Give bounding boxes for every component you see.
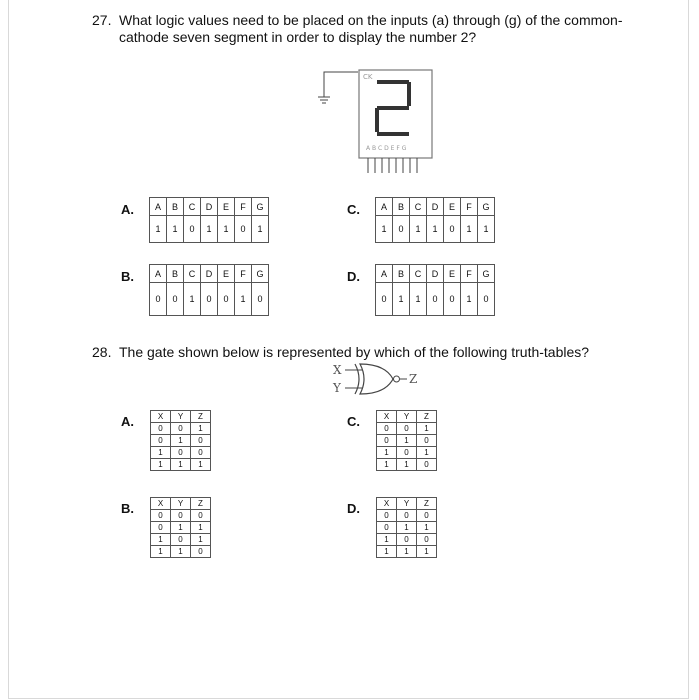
table-cell: 0 xyxy=(151,510,171,522)
table-cell: X xyxy=(151,498,171,510)
q27-option-a-letter[interactable]: A. xyxy=(121,202,134,217)
table-cell: 0 xyxy=(444,283,461,316)
table-cell: 0 xyxy=(377,510,397,522)
table-cell: Y xyxy=(171,498,191,510)
table-cell: 1 xyxy=(191,423,211,435)
q27-option-c-letter[interactable]: C. xyxy=(347,202,360,217)
table-cell: 0 xyxy=(191,435,211,447)
table-cell: 0 xyxy=(191,510,211,522)
segment-d xyxy=(377,132,409,136)
table-cell: 1 xyxy=(377,447,397,459)
table-cell: 1 xyxy=(191,459,211,471)
table-cell: E xyxy=(218,198,235,216)
table-cell: 0 xyxy=(377,423,397,435)
table-cell: 1 xyxy=(171,459,191,471)
table-cell: B xyxy=(167,265,184,283)
table-cell: 0 xyxy=(417,534,437,546)
table-cell: Z xyxy=(191,411,211,423)
table-cell: 0 xyxy=(397,510,417,522)
table-cell: X xyxy=(151,411,171,423)
table-cell: 0 xyxy=(397,534,417,546)
table-cell: 0 xyxy=(218,283,235,316)
table-cell: 1 xyxy=(427,216,444,243)
q27-number: 27. xyxy=(92,12,112,28)
table-cell: 1 xyxy=(218,216,235,243)
table-cell: 1 xyxy=(417,546,437,558)
table-cell: C xyxy=(184,198,201,216)
table-cell: 0 xyxy=(397,423,417,435)
table-cell: 1 xyxy=(461,283,478,316)
xnor-gate-diagram xyxy=(325,362,425,398)
table-cell: 0 xyxy=(377,522,397,534)
q28-option-c-letter[interactable]: C. xyxy=(347,414,360,429)
table-cell: E xyxy=(218,265,235,283)
table-cell: 1 xyxy=(410,216,427,243)
table-cell: 1 xyxy=(377,534,397,546)
table-cell: Z xyxy=(417,411,437,423)
table-cell: 0 xyxy=(252,283,269,316)
table-cell: 1 xyxy=(461,216,478,243)
q27-option-d-letter[interactable]: D. xyxy=(347,269,360,284)
table-cell: G xyxy=(478,265,495,283)
table-cell: D xyxy=(427,198,444,216)
table-cell: D xyxy=(427,265,444,283)
table-cell: X xyxy=(377,498,397,510)
table-cell: C xyxy=(184,265,201,283)
table-cell: G xyxy=(252,265,269,283)
table-cell: 0 xyxy=(191,447,211,459)
table-cell: 0 xyxy=(151,435,171,447)
q27-option-c-table xyxy=(375,197,495,243)
q28-option-d-letter[interactable]: D. xyxy=(347,501,360,516)
q28-number: 28. xyxy=(92,344,112,360)
q27-text-line2: cathode seven segment in order to display the number 2? xyxy=(119,29,477,45)
table-cell: 1 xyxy=(201,216,218,243)
table-cell: 1 xyxy=(417,447,437,459)
inversion-bubble xyxy=(394,376,400,382)
q27-option-d-table xyxy=(375,264,495,316)
table-cell: 1 xyxy=(151,447,171,459)
segment-b xyxy=(407,82,411,106)
table-cell: C xyxy=(410,265,427,283)
table-cell: 1 xyxy=(478,216,495,243)
table-cell: 1 xyxy=(397,522,417,534)
table-cell: 0 xyxy=(417,435,437,447)
table-cell: Z xyxy=(191,498,211,510)
table-cell: Y xyxy=(397,411,417,423)
table-cell: 1 xyxy=(376,216,393,243)
table-cell: 0 xyxy=(427,283,444,316)
table-cell: 0 xyxy=(417,510,437,522)
table-cell: D xyxy=(201,265,218,283)
table-cell: 1 xyxy=(171,435,191,447)
table-cell: F xyxy=(461,265,478,283)
table-cell: X xyxy=(377,411,397,423)
table-cell: D xyxy=(201,198,218,216)
q28-option-a-table xyxy=(150,410,211,471)
q27-option-a-table xyxy=(149,197,269,243)
table-cell: 0 xyxy=(171,534,191,546)
ground-wire xyxy=(324,72,358,97)
table-cell: 0 xyxy=(184,216,201,243)
table-cell: Y xyxy=(397,498,417,510)
table-cell: 0 xyxy=(235,216,252,243)
table-cell: A xyxy=(376,198,393,216)
table-cell: 0 xyxy=(151,522,171,534)
table-cell: Z xyxy=(417,498,437,510)
table-cell: E xyxy=(444,265,461,283)
table-cell: 1 xyxy=(191,522,211,534)
xor-extra-curve xyxy=(355,364,359,394)
table-cell: 0 xyxy=(171,510,191,522)
segment-e xyxy=(375,108,379,132)
table-cell: 0 xyxy=(397,447,417,459)
q28-text: The gate shown below is represented by which of the following truth-tables? xyxy=(119,344,590,360)
table-cell: 1 xyxy=(151,546,171,558)
q28-option-c-table xyxy=(376,410,437,471)
table-cell: G xyxy=(478,198,495,216)
q27-text-line1: What logic values need to be placed on the inputs (a) through (g) of the common- xyxy=(119,12,623,28)
table-cell: B xyxy=(167,198,184,216)
gate-body xyxy=(360,364,393,394)
table-cell: A xyxy=(150,198,167,216)
pin-labels: A B C D E F G xyxy=(366,145,407,152)
table-cell: 0 xyxy=(151,423,171,435)
table-cell: 1 xyxy=(252,216,269,243)
table-cell: 1 xyxy=(397,435,417,447)
table-cell: 0 xyxy=(377,435,397,447)
table-cell: 1 xyxy=(393,283,410,316)
seven-segment-diagram xyxy=(300,50,450,180)
table-cell: 0 xyxy=(444,216,461,243)
q28-option-b-letter[interactable]: B. xyxy=(121,501,134,516)
table-cell: 1 xyxy=(184,283,201,316)
table-cell: 1 xyxy=(150,216,167,243)
table-cell: F xyxy=(235,265,252,283)
table-cell: 1 xyxy=(151,459,171,471)
ck-label: CK xyxy=(363,73,373,81)
segment-a xyxy=(377,80,409,84)
q28-option-a-letter[interactable]: A. xyxy=(121,414,134,429)
table-cell: 0 xyxy=(201,283,218,316)
table-cell: C xyxy=(410,198,427,216)
table-cell: 1 xyxy=(171,546,191,558)
gate-input-x: X xyxy=(333,363,342,377)
q27-option-b-table xyxy=(149,264,269,316)
display-pins xyxy=(368,158,417,173)
table-cell: 0 xyxy=(150,283,167,316)
table-cell: 0 xyxy=(478,283,495,316)
table-cell: 0 xyxy=(191,546,211,558)
table-cell: A xyxy=(150,265,167,283)
q28-option-b-table xyxy=(150,497,211,558)
table-cell: 0 xyxy=(417,459,437,471)
table-cell: 1 xyxy=(417,522,437,534)
table-cell: 1 xyxy=(410,283,427,316)
segment-g xyxy=(377,106,409,110)
table-cell: 1 xyxy=(417,423,437,435)
table-cell: B xyxy=(393,198,410,216)
table-cell: 0 xyxy=(167,283,184,316)
table-cell: 1 xyxy=(377,546,397,558)
q27-option-b-letter[interactable]: B. xyxy=(121,269,134,284)
table-cell: E xyxy=(444,198,461,216)
table-cell: 1 xyxy=(397,546,417,558)
table-cell: 1 xyxy=(167,216,184,243)
table-cell: 1 xyxy=(377,459,397,471)
table-cell: 1 xyxy=(171,522,191,534)
table-cell: 0 xyxy=(171,423,191,435)
table-cell: 0 xyxy=(376,283,393,316)
table-cell: A xyxy=(376,265,393,283)
q28-option-d-table xyxy=(376,497,437,558)
table-cell: 1 xyxy=(151,534,171,546)
gate-input-y: Y xyxy=(333,381,341,395)
table-cell: 0 xyxy=(393,216,410,243)
table-cell: 0 xyxy=(171,447,191,459)
table-cell: 1 xyxy=(191,534,211,546)
table-cell: 1 xyxy=(397,459,417,471)
table-cell: F xyxy=(461,198,478,216)
table-cell: B xyxy=(393,265,410,283)
table-cell: Y xyxy=(171,411,191,423)
table-cell: F xyxy=(235,198,252,216)
table-cell: 1 xyxy=(235,283,252,316)
gate-output-z: Z xyxy=(409,372,418,386)
table-cell: G xyxy=(252,198,269,216)
